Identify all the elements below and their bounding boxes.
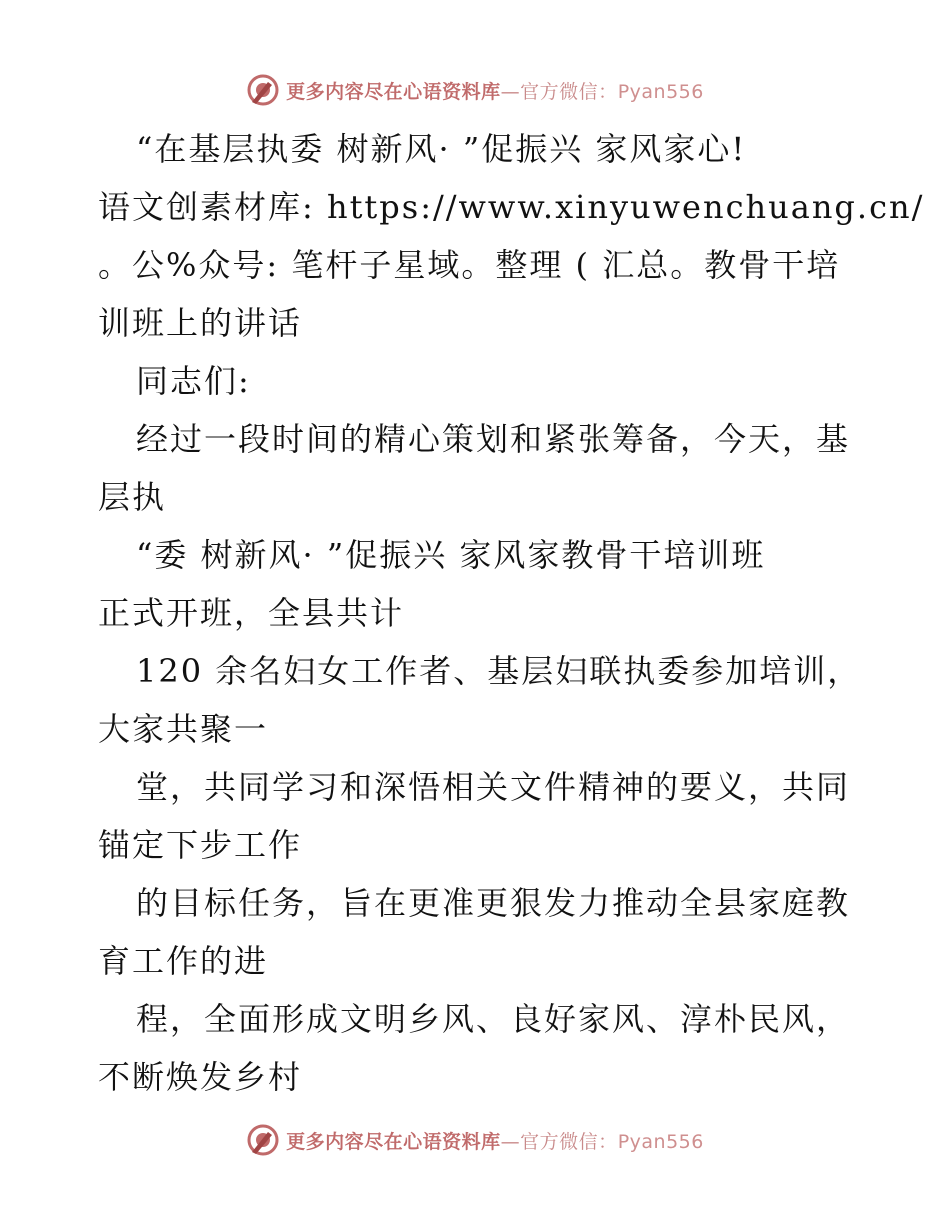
pen-logo-icon [246, 1123, 280, 1157]
text-line: “委 树新风· ”促振兴 家风家教骨干培训班 [136, 536, 766, 574]
text-line: “在基层执委 树新风· ”促振兴 家风家心! [136, 130, 747, 168]
watermark-brand: 更多内容尽在心语资料库 [286, 80, 501, 103]
text-line: 语文创素材库: https://www.xinyuwenchuang.cn/ [98, 188, 925, 226]
text-line: 的目标任务，旨在更准更狠发力推动全县家庭教 [136, 884, 851, 922]
watermark-id: Pyan556 [617, 80, 704, 103]
text-line: 堂，共同学习和深悟相关文件精神的要义，共同 [136, 768, 851, 806]
document-body [98, 120, 925, 1106]
footer-watermark [0, 1120, 950, 1160]
text-line: 经过一段时间的精心策划和紧张筹备，今天，基 [136, 420, 851, 458]
watermark-brand: 更多内容尽在心语资料库 [286, 1130, 501, 1153]
text-line: 训班上的讲话 [98, 304, 303, 342]
text-line: 。公%众号: 笔杆子星域。整理 ( 汇总。教骨干培 [98, 246, 841, 284]
watermark-dash: —官方微信： [500, 1130, 618, 1153]
text-line: 大家共聚一 [98, 710, 269, 748]
watermark-id: Pyan556 [617, 1130, 704, 1153]
watermark-text [286, 1127, 704, 1154]
text-line: 程，全面形成文明乡风、良好家风、淳朴民风， [136, 1000, 851, 1038]
pen-logo-icon [246, 73, 280, 107]
watermark-text [286, 77, 704, 104]
text-line: 正式开班，全县共计 [98, 594, 405, 632]
watermark-dash: —官方微信： [500, 80, 618, 103]
salutation: 同志们: [136, 362, 251, 400]
header-watermark [0, 70, 950, 110]
text-line: 锚定下步工作 [98, 826, 303, 864]
text-line: 不断焕发乡村 [98, 1058, 303, 1096]
text-line: 育工作的进 [98, 942, 269, 980]
text-line: 层执 [98, 478, 167, 516]
text-line: 120 余名妇女工作者、基层妇联执委参加培训， [136, 652, 862, 690]
